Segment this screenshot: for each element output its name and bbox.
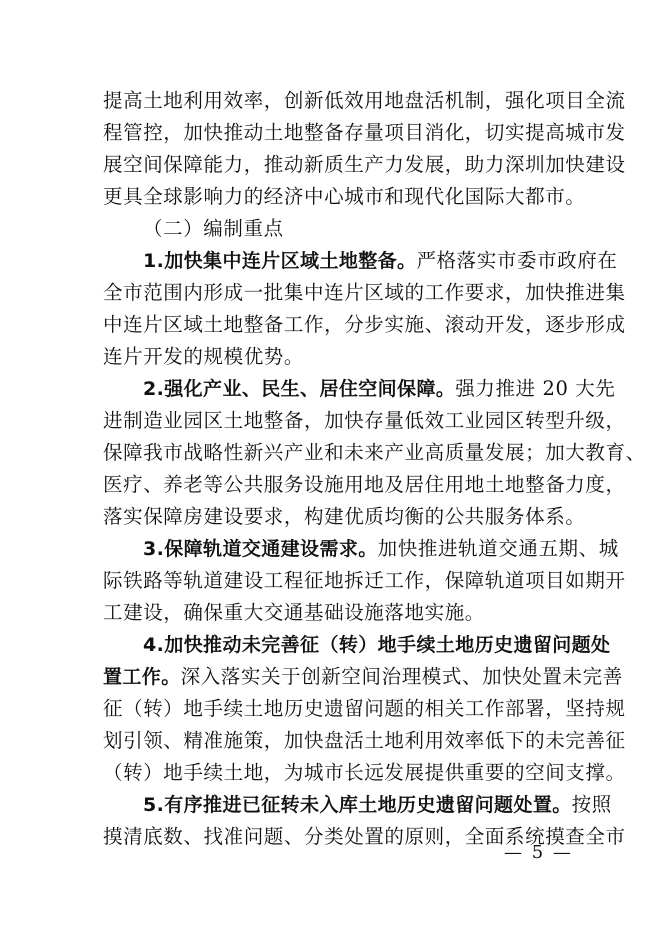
item-heading-line — [143, 628, 611, 661]
body-line: 展空间保障能力，推动新质生产力发展，助力深圳加快建设 — [103, 153, 626, 176]
page-number: — 5 — — [504, 842, 573, 863]
body-line: 工建设，确保重大交通基础设施落地实施。 — [103, 601, 485, 624]
body-line: 划引领、精准施策，加快盘活土地利用效率低下的未完善征 — [103, 729, 626, 752]
item-heading-line: 2.强化产业、民生、居住空间保障。强力推进 20 大先 — [143, 377, 616, 400]
body-line: 提高土地利用效率，创新低效用地盘活机制，强化项目全流 — [103, 89, 626, 112]
item-heading: 1.加快集中连片区域土地整备。 — [143, 250, 417, 272]
body-line: 摸清底数、找准问题、分类处置的原则，全面系统摸查全市 — [103, 825, 626, 848]
body-line: 医疗、养老等公共服务设施用地及居住用地土地整备力度， — [103, 473, 626, 496]
body-line: （转）地手续土地，为城市长远发展提供重要的空间支撑。 — [103, 761, 626, 784]
body-line: 中连片区域土地整备工作，分步实施、滚动开发，逐步形成 — [103, 313, 626, 336]
body-line: 际铁路等轨道建设工程征地拆迁工作，保障轨道项目如期开 — [103, 569, 626, 592]
body-line: 进制造业园区土地整备，加快存量低效工业园区转型升级， — [103, 409, 626, 432]
item-heading: 3.保障轨道交通建设需求。 — [143, 538, 378, 560]
item-heading: 5.有序推进已征转未入库土地历史遗留问题处置。 — [143, 794, 572, 816]
body-line: 更具全球影响力的经济中心城市和现代化国际大都市。 — [103, 185, 586, 208]
item-heading: 2.强化产业、民生、居住空间保障。 — [143, 378, 456, 400]
item-heading-line: 5.有序推进已征转未入库土地历史遗留问题处置。按照 — [143, 793, 612, 816]
body-line: 全市范围内形成一批集中连片区域的工作要求，加快推进集 — [103, 281, 626, 304]
item-heading: 置工作。 — [103, 666, 181, 688]
item-heading-line: 3.保障轨道交通建设需求。加快推进轨道交通五期、城 — [143, 537, 619, 560]
item-heading-line: 1.加快集中连片区域土地整备。严格落实市委市政府在 — [143, 249, 618, 272]
item-heading: 4.加快推动未完善征（转）地手续土地历史遗留问题处 — [143, 634, 611, 656]
body-line: 程管控，加快推动土地整备存量项目消化，切实提高城市发 — [103, 121, 626, 144]
item-heading-line: 置工作。深入落实关于创新空间治理模式、加快处置未完善 — [103, 665, 623, 688]
body-line: 落实保障房建设要求，构建优质均衡的公共服务体系。 — [103, 505, 586, 528]
section-heading: （二）编制重点 — [143, 217, 284, 240]
body-line: 征（转）地手续土地历史遗留问题的相关工作部署，坚持规 — [103, 697, 626, 720]
body-line: 保障我市战略性新兴产业和未来产业高质量发展；加大教育、 — [103, 441, 646, 464]
body-line: 连片开发的规模优势。 — [103, 345, 305, 368]
